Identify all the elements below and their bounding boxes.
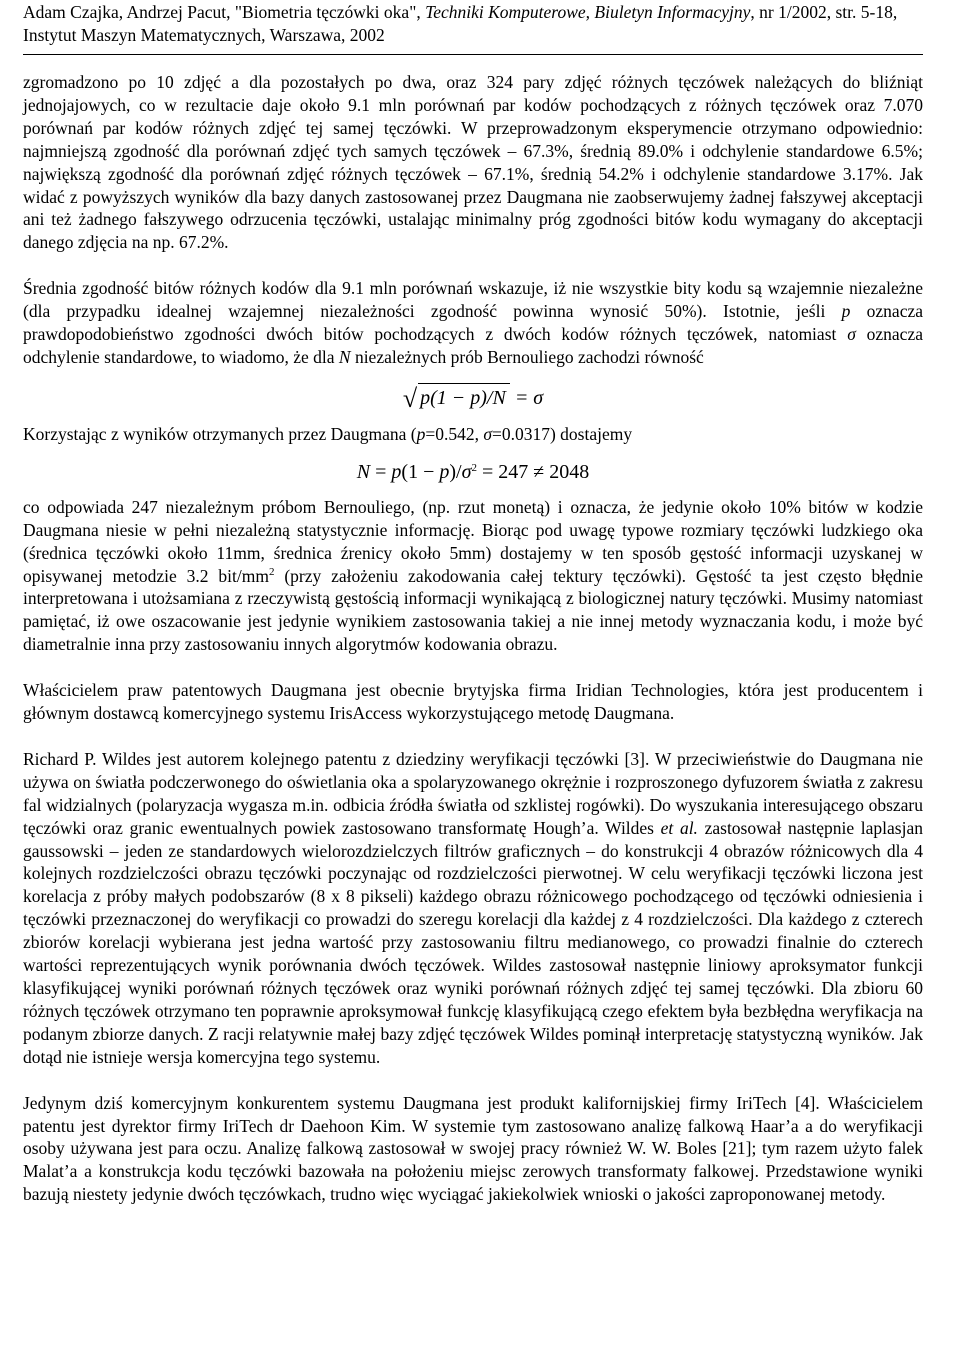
paragraph-text: Richard P. Wildes jest autorem kolejnego patentu z dziedziny weryfikacji tęczówki [3]. W przeciwieństwie do Daugmana nie używa on światła podczerwonego do oświetlania oka a spolaryzowanego okrężnie i rozproszonego dyfuzorem światła z zakresu fal widzialnych (polaryzacja wygasza m.in. odbicia źródła światła od szklistej rogówki). Do wyszukania interesującego obszaru tęczówki oraz granic ewentualnych powiek zastosowano transformatę Hough’a. Wildes [23, 748, 923, 838]
equation-rhs: = σ [509, 386, 544, 409]
paragraph-text: niezależnych prób Bernouliego zachodzi równość [350, 346, 704, 367]
paragraph-gap [23, 725, 923, 748]
math-operator: = [370, 460, 392, 483]
paragraph-iritech: Jedynym dziś komercyjnym konkurentem systemu Daugmana jest produkt kalifornijskiej firmy IriTech [4]. Właścicielem patentu jest dyrektor firmy IriTech dr Daehoon Kim. W systemie tym zastosowano analizę falkową Haar’a a do weryfikacji osoby używana jest para oczu. Analizę falkową zastosował w swojej pracy również W. W. Boles [21]; tym razem użyto falek Malat’a a konstrukcja kodu tęczówki bazowała na położeniu miejsc zerowych transformaty falkowej. Przedstawione wyniki bazują niestety jedynie dwóch tęczówkach, trudno więc wyciągać jakiekolwiek wnioski o jakości zaproponowanej metody. [23, 1092, 923, 1205]
paragraph-text: Korzystając z wyników otrzymanych przez Daugmana ( [23, 423, 417, 444]
paragraph-information-density [23, 496, 923, 656]
equation-radicand: p(1 − p)/N [418, 383, 510, 410]
math-symbol: σ [847, 324, 856, 345]
math-operator: = 247 [476, 460, 534, 483]
paragraph-text: (przy założeniu zakodowania całej tektury tęczówki). Gęstość ta jest często błędnie interpretowana i utożsamiana z rzeczywistą gęstością informacji wynikającą z biologicznej natury tęczówki. Musimy natomiast pamiętać, iż owe oszacowanie jest jedynie wynikiem zastosowania takiej a nie innej metody wyznaczania kodu, i może być diametralnie inna przy zastosowaniu innych algorytmów kodowania obrazu. [23, 565, 923, 655]
paragraph-text: oznacza odchylenie standardowe, to wiadomo, że dla [23, 324, 923, 367]
paragraph-text: zastosował następnie laplasjan gaussowski – jeden ze standardowych wielorozdzielczych filtrów graficznych – do konstrukcji 4 obrazów różnicowych dla 4 kolejnych rozdzielczości obrazu tęczówki poczynając od rozdzielczości pierwotnej. W celu weryfikacji tęczówki liczona jest korelacja z próby małych podobszarów (8 x 8 pikseli) każdego obrazu różnicowego pochodzącego od tęczówki odniesienia i tęczówki przeznaczonej do weryfikacji co prowadzi do szeregu korelacji dla każdej z 4 rozdzielczości. Dla każdego z czterech zbiorów korelacji wybierana jest jedna wartość przy zastosowaniu filtru medianowego, co prowadzi finalnie do czterech wartości reprezentujących wynik porównania dwóch tęczówek. Wildes zastosował następnie liniowy aproksymator funkcji klasyfikującej wyniki porównań różnych tęczówek oraz wyniki porównań różnych zdjęć tej samej tęczówki. Dla zbioru 60 różnych tęczówek otrzymano ten poprawnie aproksymował funkcję klasyfikującą czego efektem była bezbłędna weryfikacja na podanym zbiorze danych. Z racji relatywnie małej bazy zdjęć tęczówek Wildes pominął interpretację statystyczną wyników. Jak dotąd nie istnieje wersja komercyjna tego systemu. [23, 817, 923, 1067]
citation-header [23, 0, 923, 47]
header-authors-title: Adam Czajka, Andrzej Pacut, "Biometria tęczówki oka", [23, 2, 426, 22]
not-equal-symbol: ≠ [533, 460, 545, 483]
paragraph-iridian: Właścicielem praw patentowych Daugmana jest obecnie brytyjska firma Iridian Technologies, która jest producentem i głównym dostawcą komercyjnego systemu IrisAccess wykorzystującego metodę Daugmana. [23, 680, 923, 724]
math-number: 2048 [544, 460, 590, 483]
body-text [23, 55, 923, 1206]
paragraph-bit-independence [23, 277, 923, 369]
paragraph-gap [23, 656, 923, 679]
paragraph-text: co odpowiada 247 niezależnym próbom Bernouliego, (np. rzut monetą) i oznacza, że jedynie około 10% bitów w kodzie Daugmana niesie w pełni niezależną statystycznie informację. Biorąc pod uwagę typowe rozmiary tęczówki ludzkiego oka (średnica tęczówki około 11mm, średnica źrenicy około 5mm) dostajemy w ten sposób gęstość informacji uzyskanej w opisywanej metodzie 3.2 bit/mm [23, 496, 923, 586]
paragraph-text: =0.0317) dostajemy [491, 423, 633, 444]
math-exponent: 2 [471, 461, 477, 474]
et-al: et al. [660, 817, 698, 838]
paragraph-text: =0.542, [425, 423, 484, 444]
superscript: 2 [268, 565, 275, 578]
paragraph-daugman-values [23, 423, 923, 446]
paragraph-text: Średnia zgodność bitów różnych kodów dla 9.1 mln porównań wskazuje, iż nie wszystkie bity kodu są wzajemnie niezależne (dla przypadku idealnej wzajemnej niezależności zgodność powinna wynosić 50%). Istotnie, jeśli [23, 278, 923, 322]
sqrt-symbol: √ [402, 383, 418, 413]
math-symbol: p [391, 460, 402, 483]
paragraph-gap [23, 254, 923, 277]
math-symbol: p [416, 423, 426, 444]
paragraph-gap [23, 1069, 923, 1092]
math-symbol: p [439, 460, 450, 483]
paragraph-text: zgromadzono po 10 zdjęć a dla pozostałych po dwa, oraz 324 pary zdjęć różnych tęczówek należących do bliźniąt jednojajowych, co w rezultacie daje około 9.1 mln porównań par kodów pochodzących z różnych tęczówek oraz 7.070 porównań par kodów różnych zdjęć tej samej tęczówki. W przeprowadzonym eksperymencie otrzymano odpowiednio: najmniejszą zgodność dla porównań zdjęć tych samych tęczówek – 67.3%, średnią 89.0% i odchylenie standardowe 6.5%; największą zgodność dla porównań zdjęć różnych tęczówek – 67.1%, średnią 54.2% i odchylenie standardowe 3.17%. Jak widać z powyższych wyników dla bazy danych zastosowanej przez Daugmana nie zaobserwujemy żadnej fałszywej akceptacji ani też żadnego fałszywego odrzucenia tęczówki, ustalając minimalny próg zgodności bitów kodu wymagany do akceptacji danego zdjęcia na np. 67.2%. [23, 72, 923, 253]
math-symbol: σ [461, 460, 472, 483]
paragraph-wildes [23, 748, 923, 1069]
equation-sqrt [23, 369, 923, 423]
math-operator: (1 − [401, 460, 440, 483]
math-symbol: N [338, 346, 351, 367]
header-journal: Techniki Komputerowe, Biuletyn Informacyjny [425, 2, 751, 22]
equation-degrees-of-freedom [23, 446, 923, 496]
math-symbol: σ [483, 423, 492, 444]
math-symbol: p [841, 301, 851, 322]
paragraph-experiment-results [23, 55, 923, 254]
math-symbol: N [356, 460, 371, 483]
math-operator: )/ [449, 460, 462, 483]
header-details: , nr 1/2002, str. 5-18, Instytut Maszyn Matematycznych, Warszawa, 2002 [23, 2, 898, 45]
paragraph-text: oznacza prawdopodobieństwo zgodności dwóch bitów pochodzących z dwóch kodów różnych tęczówek, natomiast [23, 301, 923, 345]
